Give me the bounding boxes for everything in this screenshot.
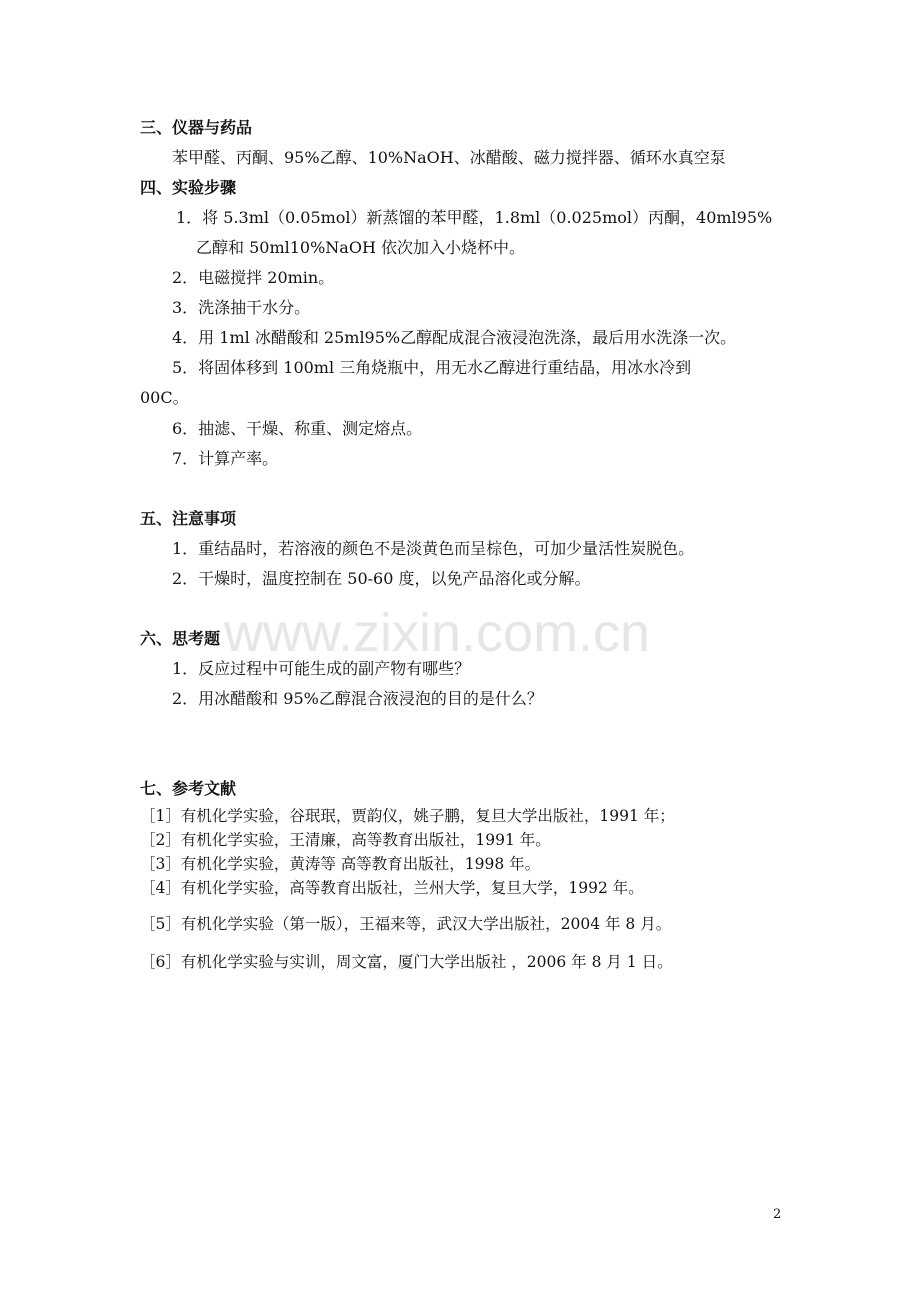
step-2: 2．电磁搅拌 20min。 <box>172 268 335 287</box>
question-2: 2．用冰醋酸和 95%乙醇混合液浸泡的目的是什么？ <box>172 689 543 708</box>
step-7: 7．计算产率。 <box>172 449 279 468</box>
section-5-heading: 五、注意事项 <box>140 509 237 528</box>
step-1-line-1: 1．将 5.3ml（0.05mol）新蒸馏的苯甲醛，1.8ml（0.025mol）丙酮，40ml95% <box>176 208 773 227</box>
note-2: 2．干燥时，温度控制在 50-60 度，以免产品溶化或分解。 <box>172 569 591 588</box>
section-3-heading: 三、仪器与药品 <box>140 118 253 137</box>
watermark: www.zixin.com.cn <box>224 603 651 663</box>
page-number: 2 <box>773 1207 782 1222</box>
section-6-heading: 六、思考题 <box>140 629 221 648</box>
section-7-heading: 七、参考文献 <box>140 779 237 798</box>
step-1-line-2: 乙醇和 50ml10%NaOH 依次加入小烧杯中。 <box>196 238 525 257</box>
question-1: 1．反应过程中可能生成的副产物有哪些？ <box>172 659 471 678</box>
step-5-line-2: 00C。 <box>140 388 189 407</box>
note-1: 1．重结晶时，若溶液的颜色不是淡黄色而呈棕色，可加少量活性炭脱色。 <box>172 539 695 558</box>
reference-4: ［4］有机化学实验，高等教育出版社，兰州大学，复旦大学，1992 年。 <box>140 879 644 897</box>
section-3-body: 苯甲醛、丙酮、95%乙醇、10%NaOH、冰醋酸、磁力搅拌器、循环水真空泵 <box>172 148 726 167</box>
reference-6: ［6］有机化学实验与实训，周文富，厦门大学出版社 ，2006 年 8 月 1 日。 <box>140 953 673 971</box>
step-3: 3．洗涤抽干水分。 <box>172 298 311 317</box>
section-4-heading: 四、实验步骤 <box>140 178 237 197</box>
step-6: 6．抽滤、干燥、称重、测定熔点。 <box>172 419 423 438</box>
reference-5: ［5］有机化学实验（第一版），王福来等，武汉大学出版社，2004 年 8 月。 <box>140 915 672 933</box>
reference-3: ［3］有机化学实验，黄涛等 高等教育出版社，1998 年。 <box>140 855 541 873</box>
step-4: 4．用 1ml 冰醋酸和 25ml95%乙醇配成混合液浸泡洗涤，最后用水洗涤一次。 <box>172 328 737 347</box>
reference-1: ［1］有机化学实验，谷珉珉，贾韵仪，姚子鹏，复旦大学出版社，1991 年； <box>140 807 675 825</box>
reference-2: ［2］有机化学实验，王清廉，高等教育出版社，1991 年。 <box>140 831 551 849</box>
step-5-line-1: 5．将固体移到 100ml 三角烧瓶中，用无水乙醇进行重结晶，用冰水冷到 <box>172 358 692 377</box>
